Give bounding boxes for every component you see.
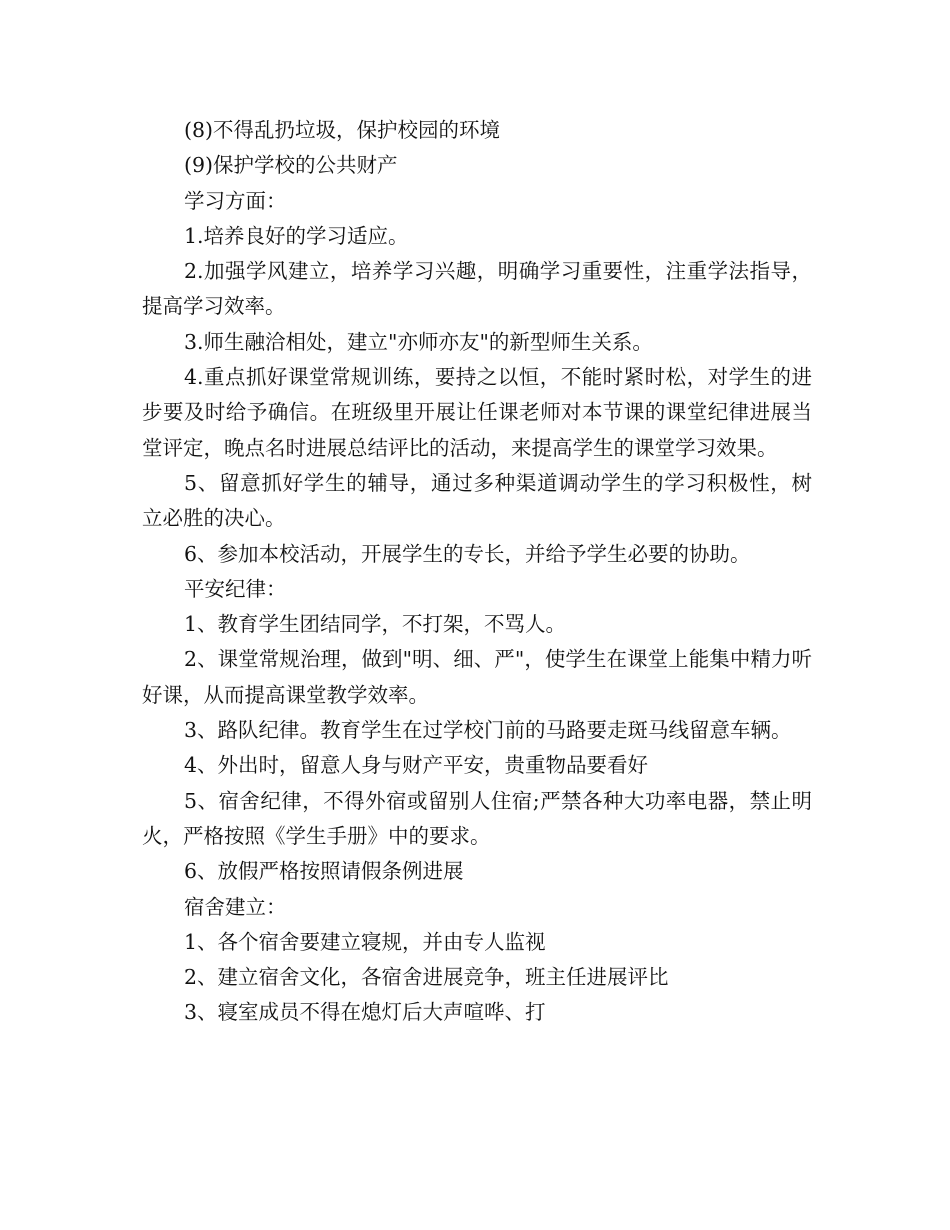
study-item-6: 6、参加本校活动，开展学生的专长，并给予学生必要的协助。: [184, 541, 751, 566]
safety-item-6: 6、放假严格按照请假条例进展: [184, 859, 464, 884]
rule-9: (9)保护学校的公共财产: [184, 153, 398, 178]
section-heading-safety: 平安纪律：: [184, 576, 287, 601]
study-item-4: 4.重点抓好课堂常规训练，要持之以恒，不能时紧时松，对学生的进步要及时给予确信。在班级里开展让任课老师对本节课的课堂纪律进展当堂评定，晚点名时进展总结评比的活动，来提高学生的课堂学习效果。: [142, 365, 812, 460]
section-heading-study: 学习方面：: [184, 188, 287, 213]
rule-8: (8)不得乱扔垃圾，保护校园的环境: [184, 118, 501, 142]
safety-item-4: 4、外出时，留意人身与财产平安，贵重物品要看好: [184, 753, 649, 778]
study-item-3: 3.师生融洽相处，建立"亦师亦友"的新型师生关系。: [184, 329, 653, 354]
safety-item-5: 5、宿舍纪律，不得外宿或留别人住宿;严禁各种大功率电器，禁止明火，严格按照《学生手册》中的要求。: [142, 788, 812, 848]
study-item-1: 1.培养良好的学习适应。: [184, 223, 409, 248]
study-item-5: 5、留意抓好学生的辅导，通过多种渠道调动学生的学习积极性，树立必胜的决心。: [142, 470, 812, 531]
section-heading-dormitory: 宿舍建立：: [184, 894, 287, 919]
dormitory-item-3: 3、寝室成员不得在熄灯后大声喧哗、打: [184, 1000, 546, 1025]
dormitory-item-2: 2、建立宿舍文化，各宿舍进展竞争，班主任进展评比: [184, 965, 669, 990]
safety-item-3: 3、路队纪律。教育学生在过学校门前的马路要走斑马线留意车辆。: [184, 718, 792, 743]
safety-item-2: 2、课堂常规治理，做到"明、细、严"，使学生在课堂上能集中精力听好课，从而提高课堂教学效率。: [142, 647, 812, 707]
safety-item-1: 1、教育学生团结同学，不打架，不骂人。: [184, 612, 567, 637]
document-body: [142, 113, 812, 1031]
study-item-2: 2.加强学风建立，培养学习兴趣，明确学习重要性，注重学法指导，提高学习效率。: [142, 259, 812, 319]
dormitory-item-1: 1、各个宿舍要建立寝规，并由专人监视: [184, 929, 546, 954]
